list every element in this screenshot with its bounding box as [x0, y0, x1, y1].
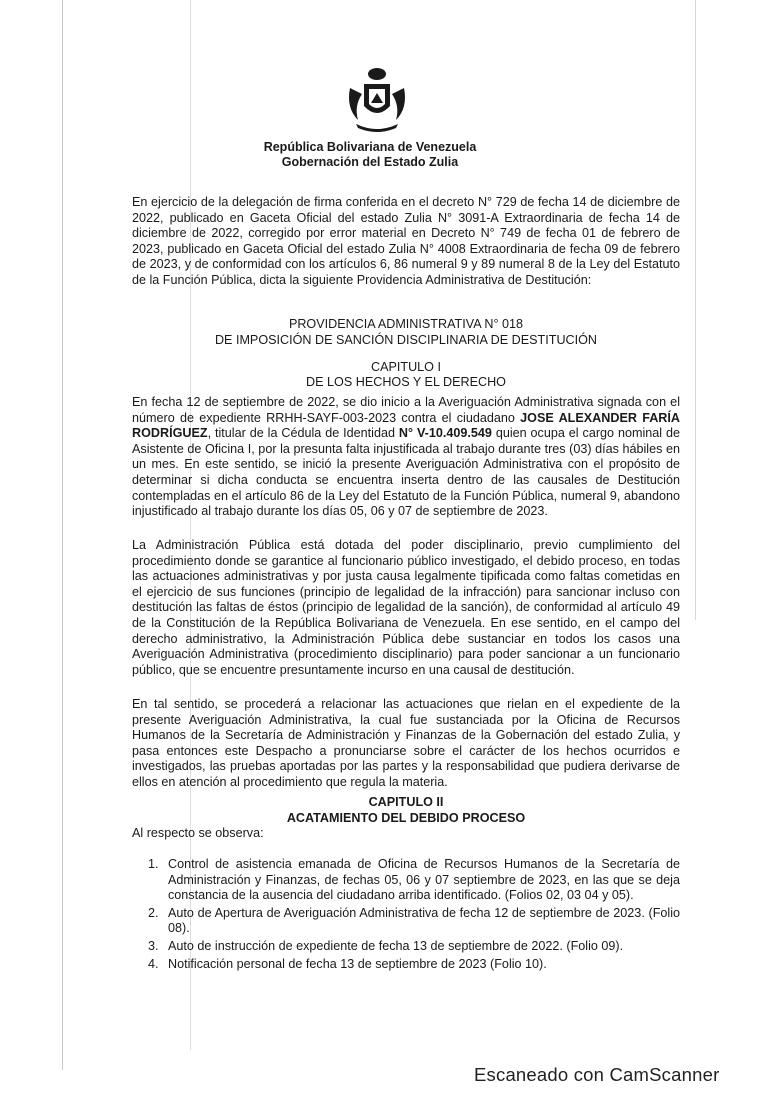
chapter-1-paragraph-1: En fecha 12 de septiembre de 2022, se dio inicio a la Averiguación Administrativa signada con el número de expediente RRHH-SAYF-003-2023 contra el ciudadano JOSE ALEXANDER FARÍA RODRÍGUEZ, titular de la Cédula de Identidad N° V-10.409.549 quien ocupa el cargo nominal de Asistente de Oficina I, por la presunta falta injustificada al trabajo durante tres (03) días hábiles en un mes. En este sentido, se inició la presente Averiguación Administrativa con el propósito de determinar si dicha conducta se encuentra inserta dentro de las causales de Destitución contempladas en el artículo 86 de la Ley del Estatuto de la Función Pública, numeral 9, abandono injustificado al trabajo durante los días 05, 06 y 07 de septiembre de 2023. [132, 395, 680, 519]
chapter-1-paragraph-2: La Administración Pública está dotada del poder disciplinario, previo cumplimiento del procedimiento donde se garantice al funcionario público investigado, el debido proceso, en todas las actuaciones administrativas y por justa causa legalmente tipificada como faltas cometidas en el ejercicio de sus funciones (principio de legalidad de la infracción) para sancionar incluso con destitución las faltas de éstos (principio de legalidad de la sanción), de conformidad al artículo 49 de la Constitución de la República Bolivariana de Venezuela. En ese sentido, en el campo del derecho administrativo, la Administración Pública debe sustanciar en todos los casos una Averiguación Administrativa (procedimiento disciplinario) para poder sancionar a un funcionario público, que se encuentre presuntamente incurso en una causal de destitución. [132, 538, 680, 677]
respondent-name: JOSE ALEXANDER FARÍA RODRÍGUEZ [132, 410, 680, 441]
list-item: 3. Auto de instrucción de expediente de fecha 13 de septiembre de 2022. (Folio 09). [148, 938, 624, 953]
chapter-1-paragraph-3: En tal sentido, se procederá a relacionar las actuaciones que rielan en el expediente de la presente Averiguación Administrativa, la cual fue sustanciada por la Oficina de Recursos Humanos de la Secretaría de Administración y Finanzas de la Gobernación del estado Zulia, y pasa entonces este Despacho a pronunciarse sobre el carácter de los hechos ocurridos e investigados, las pruebas aportadas por las partes y la responsabilidad que pudiera derivarse de ellos en atención al procedimiento que regula la materia. [132, 697, 680, 789]
intro-paragraph: En ejercicio de la delegación de firma conferida en el decreto N° 729 de fecha 14 de diciembre de 2022, publicado en Gaceta Oficial del estado Zulia N° 3091-A Extraordinaria de fecha 14 de diciembre de 2022, corregido por error material en Decreto N° 749 de fecha 01 de febrero de 2023, publicado en Gaceta Oficial del estado Zulia N° 4008 Extraordinaria de fecha 09 de febrero de 2023, y de conformidad con los artículos 6, 86 numeral 9 y 89 numeral 8 de la Ley del Estatuto de la Función Pública, dicta la siguiente Providencia Administrativa de Destitución: [132, 195, 680, 287]
chapter-1-title: DE LOS HECHOS Y EL DERECHO [306, 375, 506, 389]
list-item: 1. Control de asistencia emanada de Oficina de Recursos Humanos de la Secretaría de Administración y Finanzas, de fechas 05, 06 y 07 septiembre de 2023, en las que se deja constancia de la ausencia del ciudadano arriba identificado. (Folios 02, 03 04 y 05). [148, 857, 680, 903]
chapter-2-lead: Al respecto se observa: [132, 826, 264, 840]
list-item: 2. Auto de Apertura de Averiguación Administrativa de fecha 12 de septiembre de 2023. (Folio 08). [148, 905, 680, 936]
coat-of-arms-icon [344, 62, 410, 134]
chapter-2-number: CAPITULO II [368, 795, 444, 809]
header-government: Gobernación del Estado Zulia [281, 155, 459, 169]
scan-artifact-line [695, 0, 696, 620]
list-item: 4. Notificación personal de fecha 13 de septiembre de 2023 (Folio 10). [148, 956, 547, 971]
chapter-2-title: ACATAMIENTO DEL DEBIDO PROCESO [286, 811, 526, 825]
evidence-list [132, 857, 680, 974]
header-republic: República Bolivariana de Venezuela [263, 140, 477, 154]
document-subtitle: DE IMPOSICIÓN DE SANCIÓN DISCIPLINARIA DE DESTITUCIÓN [214, 333, 598, 347]
scanner-watermark: Escaneado con CamScanner [474, 1064, 720, 1085]
respondent-id: N° V-10.409.549 [398, 426, 492, 441]
scan-artifact-line [62, 0, 63, 1070]
chapter-1-number: CAPITULO I [371, 360, 441, 374]
document-title: PROVIDENCIA ADMINISTRATIVA N° 018 [288, 317, 524, 331]
